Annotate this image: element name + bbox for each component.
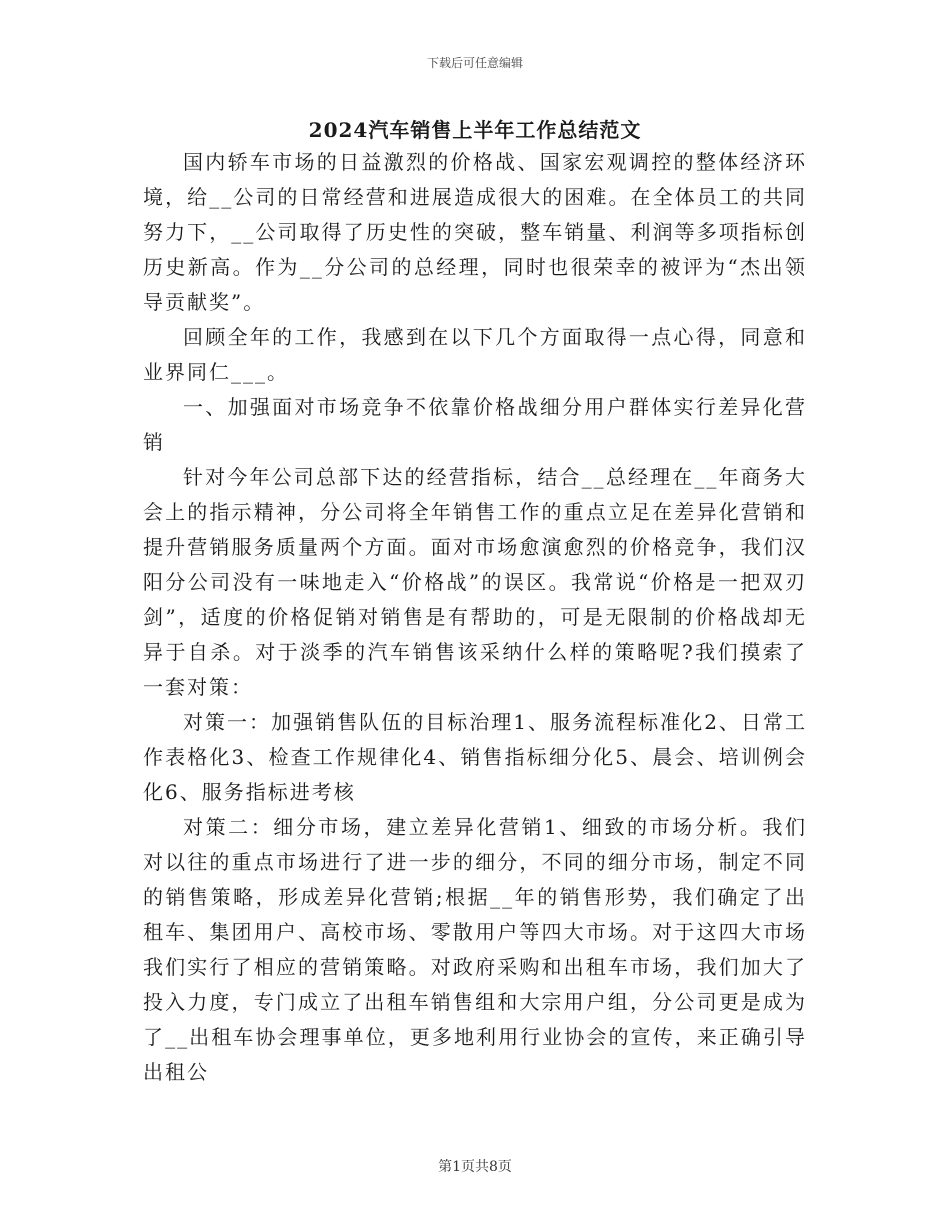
document-body — [143, 145, 807, 1090]
section-heading-1: 一、加强面对市场竞争不依靠价格战细分用户群体实行差异化营销 — [143, 395, 807, 454]
page-header-note: 下载后可任意编辑 — [426, 56, 523, 70]
paragraph-strategy-one: 对策一：加强销售队伍的目标治理1、服务流程标准化2、日常工作表格化3、检查工作规律化4、销售指标细分化5、晨会、培训例会化6、服务指标进考核 — [143, 710, 807, 804]
paragraph-review: 回顾全年的工作，我感到在以下几个方面取得一点心得，同意和业界同仁___。 — [143, 325, 807, 384]
paragraph-strategy-two: 对策二：细分市场，建立差异化营销1、细致的市场分析。我们对以往的重点市场进行了进一步的细分，不同的细分市场，制定不同的销售策略，形成差异化营销;根据__年的销售形势，我们确定了出租车、集团用户、高校市场、零散用户等四大市场。对于这四大市场我们实行了相应的营销策略。对政府采购和出租车市场，我们加大了投入力度，专门成立了出租车销售组和大宗用户组，分公司更是成为了__出租车协会理事单位，更多地利用行业协会的宣传，来正确引导出租公 — [143, 815, 807, 1084]
paragraph-intro: 国内轿车市场的日益激烈的价格战、国家宏观调控的整体经济环境，给__公司的日常经营和进展造成很大的困难。在全体员工的共同努力下，__公司取得了历史性的突破，整车销量、利润等多项指标创历史新高。作为__分公司的总经理，同时也很荣幸的被评为“杰出领导贡献奖”。 — [143, 150, 807, 314]
document-title: 2024汽车销售上半年工作总结范文 — [308, 118, 642, 142]
page-footer-page-number: 第1页共8页 — [438, 1159, 512, 1175]
paragraph-strategy-context: 针对今年公司总部下达的经营指标，结合__总经理在__年商务大会上的指示精神，分公司将全年销售工作的重点立足在差异化营销和提升营销服务质量两个方面。面对市场愈演愈烈的价格竞争，我们汉阳分公司没有一味地走入“价格战”的误区。我常说“价格是一把双刃剑”，适度的价格促销对销售是有帮助的，可是无限制的价格战却无异于自杀。对于淡季的汽车销售该采纳什么样的策略呢?我们摸索了一套对策： — [143, 465, 807, 699]
